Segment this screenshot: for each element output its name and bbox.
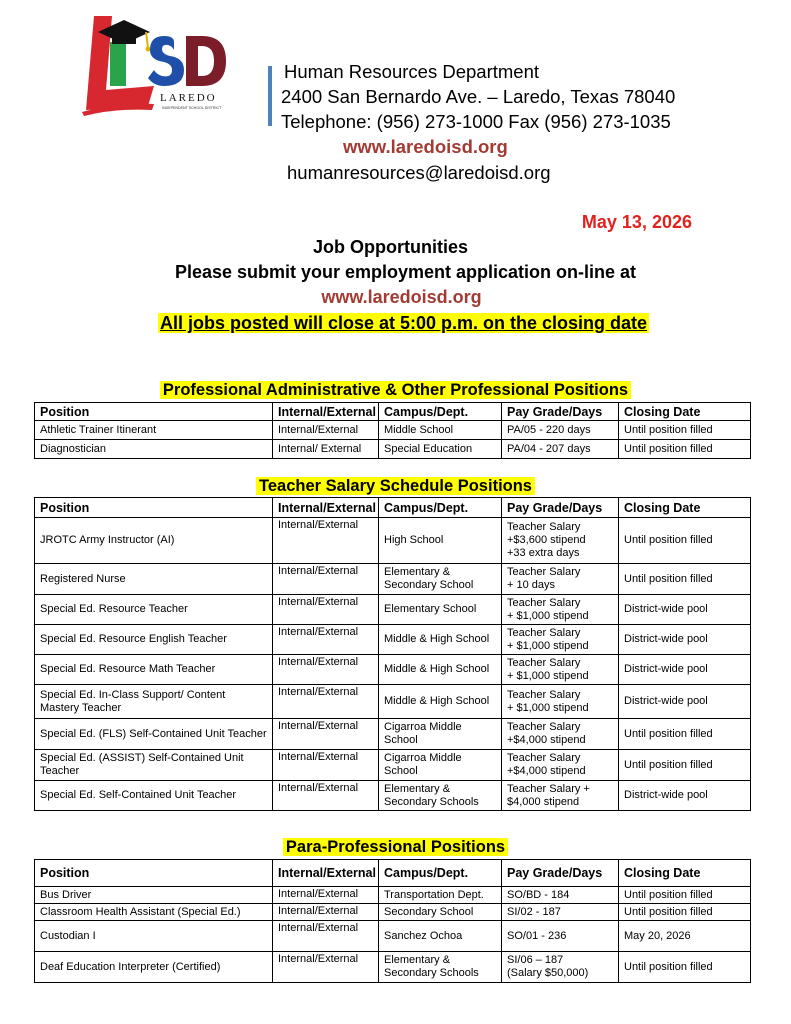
pay-grade-cell: Teacher Salary +$4,000 stipend xyxy=(502,719,619,750)
header-pay-grade: Pay Grade/Days xyxy=(502,403,619,421)
table-row xyxy=(35,421,751,440)
campus-cell: Transportation Dept. xyxy=(379,887,502,904)
position-cell: Classroom Health Assistant (Special Ed.) xyxy=(35,904,273,921)
position-cell: Special Ed. In-Class Support/ Content Mastery Teacher xyxy=(35,685,273,719)
header-internal-external: Internal/External xyxy=(273,403,379,421)
closing-date-cell: District-wide pool xyxy=(619,781,751,811)
closing-date-cell: Until position filled xyxy=(619,564,751,595)
pay-grade-cell: Teacher Salary +$4,000 stipend xyxy=(502,750,619,781)
internal-external-cell: Internal/External xyxy=(273,685,379,719)
campus-cell: Elementary & Secondary Schools xyxy=(379,952,502,983)
internal-external-cell: Internal/External xyxy=(273,921,379,952)
internal-external-cell: Internal/External xyxy=(273,750,379,781)
header-campus: Campus/Dept. xyxy=(379,403,502,421)
header-internal-external: Internal/External xyxy=(273,498,379,518)
pay-grade-cell: PA/04 - 207 days xyxy=(502,440,619,459)
pay-grade-cell: Teacher Salary + $1,000 stipend xyxy=(502,595,619,625)
header-position: Position xyxy=(35,860,273,887)
closing-date-cell: District-wide pool xyxy=(619,595,751,625)
campus-cell: Middle & High School xyxy=(379,625,502,655)
header-internal-external: Internal/External xyxy=(273,860,379,887)
section-title-teacher: Teacher Salary Schedule Positions xyxy=(0,477,791,496)
table-row xyxy=(35,625,751,655)
pay-grade-cell: PA/05 - 220 days xyxy=(502,421,619,440)
internal-external-cell: Internal/External xyxy=(273,518,379,564)
campus-cell: Cigarroa Middle School xyxy=(379,719,502,750)
table-header-row xyxy=(35,498,751,518)
table-row xyxy=(35,904,751,921)
hr-department: Human Resources Department xyxy=(284,61,539,82)
header-closing-date: Closing Date xyxy=(619,403,751,421)
campus-cell: Middle & High School xyxy=(379,655,502,685)
header-position: Position xyxy=(35,498,273,518)
internal-external-cell: Internal/External xyxy=(273,421,379,440)
position-cell: Special Ed. (ASSIST) Self-Contained Unit Teacher xyxy=(35,750,273,781)
posting-date: May 13, 2026 xyxy=(581,212,692,232)
table-row xyxy=(35,518,751,564)
pay-grade-cell: Teacher Salary +$3,600 stipend +33 extra days xyxy=(502,518,619,564)
internal-external-cell: Internal/External xyxy=(273,595,379,625)
internal-external-cell: Internal/External xyxy=(273,564,379,595)
pay-grade-cell: Teacher Salary + $4,000 stipend xyxy=(502,781,619,811)
pay-grade-cell: Teacher Salary + $1,000 stipend xyxy=(502,625,619,655)
pay-grade-cell: SI/06 – 187 (Salary $50,000) xyxy=(502,952,619,983)
teacher-positions-table xyxy=(34,497,751,811)
position-cell: Special Ed. Self-Contained Unit Teacher xyxy=(35,781,273,811)
lisd-logo xyxy=(76,12,228,116)
campus-cell: Elementary & Secondary Schools xyxy=(379,781,502,811)
pay-grade-cell: Teacher Salary + $1,000 stipend xyxy=(502,655,619,685)
internal-external-cell: Internal/External xyxy=(273,655,379,685)
campus-cell: Sanchez Ochoa xyxy=(379,921,502,952)
pay-grade-cell: SO/01 - 236 xyxy=(502,921,619,952)
para-professional-positions-table xyxy=(34,859,751,983)
table-row xyxy=(35,750,751,781)
section-title-professional: Professional Administrative & Other Professional Positions xyxy=(0,381,791,400)
internal-external-cell: Internal/ External xyxy=(273,440,379,459)
position-cell: Deaf Education Interpreter (Certified) xyxy=(35,952,273,983)
table-row xyxy=(35,921,751,952)
table-row xyxy=(35,685,751,719)
campus-cell: Elementary School xyxy=(379,595,502,625)
position-cell: Registered Nurse xyxy=(35,564,273,595)
table-row xyxy=(35,595,751,625)
closing-date-cell: May 20, 2026 xyxy=(619,921,751,952)
campus-cell: Cigarroa Middle School xyxy=(379,750,502,781)
closing-date-cell: Until position filled xyxy=(619,887,751,904)
section-title-para: Para-Professional Positions xyxy=(0,838,791,857)
internal-external-cell: Internal/External xyxy=(273,952,379,983)
campus-cell: Middle School xyxy=(379,421,502,440)
pay-grade-cell: SI/02 - 187 xyxy=(502,904,619,921)
campus-cell: Middle & High School xyxy=(379,685,502,719)
svg-text:INDEPENDENT SCHOOL DISTRICT: INDEPENDENT SCHOOL DISTRICT xyxy=(162,106,222,110)
table-row xyxy=(35,655,751,685)
closing-date-cell: Until position filled xyxy=(619,440,751,459)
hr-address: 2400 San Bernardo Ave. – Laredo, Texas 78040 xyxy=(281,86,676,107)
closing-date-cell: Until position filled xyxy=(619,421,751,440)
campus-cell: Secondary School xyxy=(379,904,502,921)
closing-date-cell: Until position filled xyxy=(619,518,751,564)
logo-letter-s xyxy=(148,36,184,86)
table-header-row xyxy=(35,860,751,887)
header-pay-grade: Pay Grade/Days xyxy=(502,498,619,518)
table-row xyxy=(35,952,751,983)
pay-grade-cell: Teacher Salary + 10 days xyxy=(502,564,619,595)
hr-email-link[interactable]: humanresources@laredoisd.org xyxy=(287,162,551,183)
position-cell: JROTC Army Instructor (AI) xyxy=(35,518,273,564)
header-campus: Campus/Dept. xyxy=(379,860,502,887)
position-cell: Special Ed. (FLS) Self-Contained Unit Teacher xyxy=(35,719,273,750)
position-cell: Special Ed. Resource Teacher xyxy=(35,595,273,625)
table-header-row xyxy=(35,403,751,421)
header-position: Position xyxy=(35,403,273,421)
internal-external-cell: Internal/External xyxy=(273,887,379,904)
hr-website-link[interactable]: www.laredoisd.org xyxy=(343,136,508,157)
position-cell: Athletic Trainer Itinerant xyxy=(35,421,273,440)
header-pay-grade: Pay Grade/Days xyxy=(502,860,619,887)
internal-external-cell: Internal/External xyxy=(273,781,379,811)
position-cell: Bus Driver xyxy=(35,887,273,904)
header-closing-date: Closing Date xyxy=(619,860,751,887)
position-cell: Special Ed. Resource English Teacher xyxy=(35,625,273,655)
position-cell: Custodian I xyxy=(35,921,273,952)
header-campus: Campus/Dept. xyxy=(379,498,502,518)
header-closing-date: Closing Date xyxy=(619,498,751,518)
closing-date-cell: Until position filled xyxy=(619,904,751,921)
internal-external-cell: Internal/External xyxy=(273,719,379,750)
logo-letter-i xyxy=(110,42,126,86)
professional-positions-table xyxy=(34,402,751,459)
apply-instruction: Please submit your employment application on-line at xyxy=(174,262,637,282)
logo-letter-d xyxy=(186,36,226,86)
campus-cell: Special Education xyxy=(379,440,502,459)
table-row xyxy=(35,564,751,595)
closing-date-cell: District-wide pool xyxy=(619,685,751,719)
pay-grade-cell: Teacher Salary + $1,000 stipend xyxy=(502,685,619,719)
internal-external-cell: Internal/External xyxy=(273,625,379,655)
campus-cell: Elementary & Secondary School xyxy=(379,564,502,595)
closing-date-cell: District-wide pool xyxy=(619,625,751,655)
campus-cell: High School xyxy=(379,518,502,564)
header-divider xyxy=(268,66,272,126)
closing-date-cell: District-wide pool xyxy=(619,655,751,685)
page-title: Job Opportunities xyxy=(313,237,468,257)
svg-text:LAREDO: LAREDO xyxy=(160,92,217,104)
hr-phone: Telephone: (956) 273-1000 Fax (956) 273-1035 xyxy=(281,111,671,132)
table-row xyxy=(35,719,751,750)
closing-date-cell: Until position filled xyxy=(619,952,751,983)
position-cell: Diagnostician xyxy=(35,440,273,459)
closing-date-cell: Until position filled xyxy=(619,750,751,781)
position-cell: Special Ed. Resource Math Teacher xyxy=(35,655,273,685)
closing-date-cell: Until position filled xyxy=(619,719,751,750)
table-row xyxy=(35,887,751,904)
table-row xyxy=(35,781,751,811)
closing-notice: All jobs posted will close at 5:00 p.m. on the closing date xyxy=(159,313,648,333)
pay-grade-cell: SO/BD - 184 xyxy=(502,887,619,904)
table-row xyxy=(35,440,751,459)
apply-website-link[interactable]: www.laredoisd.org xyxy=(321,287,482,307)
internal-external-cell: Internal/External xyxy=(273,904,379,921)
